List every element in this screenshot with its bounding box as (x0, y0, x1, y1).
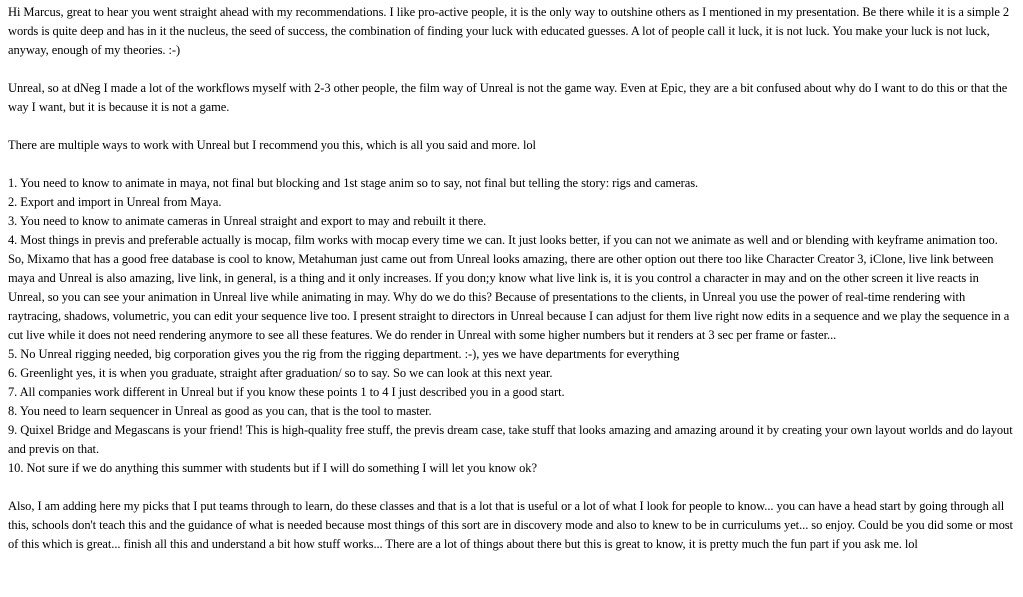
paragraph-greeting: Hi Marcus, great to hear you went straight ahead with my recommendations. I like pro-active people, it is the only way to outshine others as I mentioned in my presentation. Be there while it is a simple 2 words is quite deep and has in it the nucleus, the seed of success, the combination of finding your luck with educated guesses. A lot of people call it luck, it is not luck. You make your luck is not luck, anyway, enough of my theories. :-) (8, 5, 1010, 57)
list-item: 2. Export and import in Unreal from Maya. (8, 195, 222, 209)
list-item: 1. You need to know to animate in maya, not final but blocking and 1st stage anim so to say, not final but telling the story: rigs and cameras. (8, 176, 699, 190)
paragraph-recommendation-intro: There are multiple ways to work with Unreal but I recommend you this, which is all you said and more. lol (8, 138, 536, 152)
list-item: 4. Most things in previs and preferable actually is mocap, film works with mocap every time we can. It just looks better, if you can not we animate as well and or blending with keyframe animation too. So, Mixamo that has a good free database is cool to know, Metahuman just came out from Unreal looks amazing, there are other option out there too like Character Creator 3, iClone, live link between maya and Unreal is also amazing, live link, in general, is a thing and it only increases. If you don;y know what live link is, it is you control a character in may and on the other screen it live reacts in Unreal, so you can see your animation in Unreal live while animating in may. Why do we do this? Because of presentations to the clients, in Unreal you use the power of real-time rendering with raytracing, shadows, volumetric, you can edit your sequence live too. I present straight to directors in Unreal because I can adjust for them live right now edits in a sequence and we play the sequence in a cut live while it does not need rendering anymore to see all these features. We do render in Unreal with some higher numbers but it renders at 3 sec per frame or faster... (8, 233, 1010, 342)
list-item: 7. All companies work different in Unreal but if you know these points 1 to 4 I just described you in a good start. (8, 385, 565, 399)
list-item: 5. No Unreal rigging needed, big corporation gives you the rig from the rigging department. :-), yes we have departments for everything (8, 347, 680, 361)
list-item: 8. You need to learn sequencer in Unreal as good as you can, that is the tool to master. (8, 404, 432, 418)
paragraph-closing: Also, I am adding here my picks that I put teams through to learn, do these classes and that is a lot that is useful or a lot of what I look for people to know... you can have a head start by going through all this, schools don't teach this and the guidance of what is needed because most things of this sort are in discovery mode and also to knew to be in curriculums yet... so enjoy. Could be you did some or most of this which is great... finish all this and understand a bit how stuff works... There are a lot of things about there but this is great to know, it is pretty much the fun part if you ask me. lol (8, 499, 1013, 551)
list-item: 10. Not sure if we do anything this summer with students but if I will do something I will let you know ok? (8, 461, 537, 475)
recommendation-list (8, 174, 1015, 478)
list-item: 6. Greenlight yes, it is when you graduate, straight after graduation/ so to say. So we can look at this next year. (8, 366, 553, 380)
list-item: 3. You need to know to animate cameras in Unreal straight and export to may and rebuilt it there. (8, 214, 487, 228)
list-item: 9. Quixel Bridge and Megascans is your friend! This is high-quality free stuff, the previs dream case, take stuff that looks amazing and amazing around it by creating your own layout worlds and do layout and previs on that. (8, 423, 1013, 456)
paragraph-unreal-workflow: Unreal, so at dNeg I made a lot of the workflows myself with 2-3 other people, the film way of Unreal is not the game way. Even at Epic, they are a bit confused about why do I want to do this or that the way I want, but it is because it is not a game. (8, 81, 1008, 114)
